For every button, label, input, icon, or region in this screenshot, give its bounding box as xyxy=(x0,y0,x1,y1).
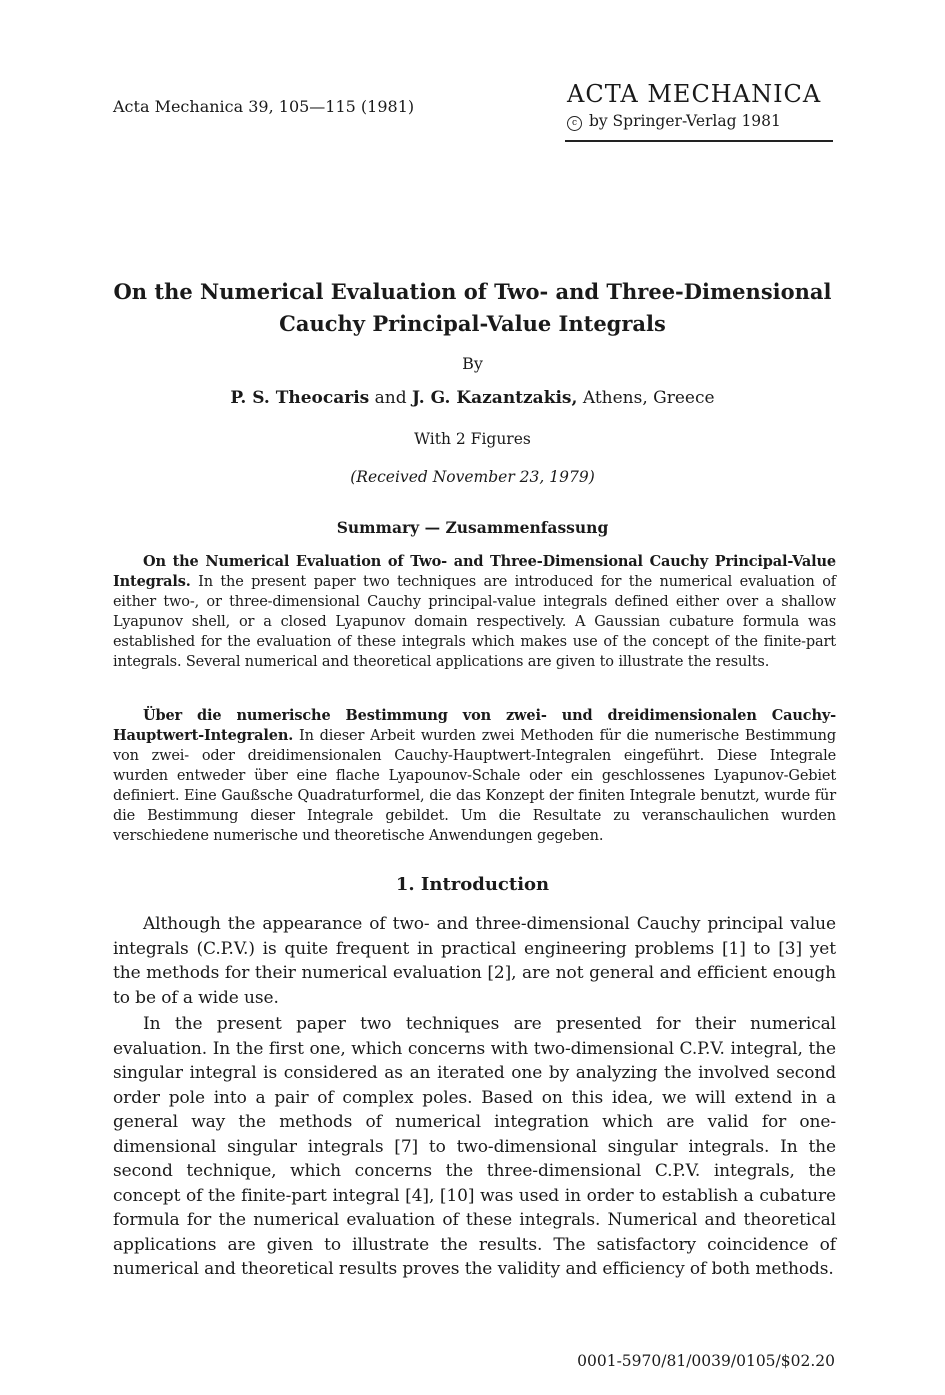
article-code: 0001-5970/81/0039/0105/$02.20 xyxy=(577,1352,835,1370)
author-and: and xyxy=(374,388,407,408)
author-location: Athens, Greece xyxy=(582,388,715,408)
journal-header xyxy=(565,80,833,142)
copyright-line xyxy=(565,112,833,131)
abstract-english xyxy=(113,552,836,672)
intro-paragraph-1: Although the appearance of two- and three-dimensional Cauchy principal value integrals (C.P.V.) is quite frequent in practical engineering problems [1] to [3] yet the methods for their numerical evaluation [2], are not general and efficient enough to be of a wide use. xyxy=(113,914,836,1008)
author-line xyxy=(110,388,835,408)
author-1: P. S. Theocaris xyxy=(230,388,370,408)
copyright-icon: c xyxy=(567,116,582,131)
journal-citation: Acta Mechanica 39, 105—115 (1981) xyxy=(113,97,415,116)
copyright-text: by Springer-Verlag 1981 xyxy=(588,112,781,130)
abstract-english-text: In the present paper two techniques are introduced for the numerical evaluation of either two-, or three-dimensional Cauchy principal-value integrals defined either over a shallow Lyapunov shell, or a closed Lyapunov domain respectively. A Gaussian cubature formula was established for the evaluation of these integrals which makes use of the concept of the finite-part integrals. Several numerical and theoretical applications are given to illustrate the results. xyxy=(113,574,836,670)
header-rule xyxy=(565,140,833,142)
received-date: (Received November 23, 1979) xyxy=(350,468,595,486)
abstract-german xyxy=(113,706,836,846)
title-line-2: Cauchy Principal-Value Integrals xyxy=(279,311,666,336)
intro-paragraph-2: In the present paper two techniques are presented for their numerical evaluation. In the first one, which concerns with two-dimensional C.P.V. integral, the singular integral is considered as an iterated one by analyzing the involved second order pole into a pair of complex poles. Based on this idea, we will extend in a general way the methods of numerical integration which are valid for one-dimensional singular integrals [7] to two-dimensional singular integrals. In the second technique, which concerns the three-dimensional C.P.V. integrals, the concept of the finite-part integral [4], [10] was used in order to establish a cubature formula for the numerical evaluation of these integrals. Numerical and theoretical applications are given to illustrate the results. The satisfactory coincidence of numerical and theoretical results proves the validity and efficiency of both methods. xyxy=(113,1014,836,1279)
summary-heading: Summary — Zusammenfassung xyxy=(336,518,609,537)
title-line-1: On the Numerical Evaluation of Two- and Three-Dimensional xyxy=(113,279,832,304)
paper-title xyxy=(110,276,835,340)
figure-count: With 2 Figures xyxy=(414,430,531,448)
abstract-german-text: In dieser Arbeit wurden zwei Methoden für die numerische Bestimmung von zwei- oder dreidimensionalen Cauchy-Hauptwert-Integralen eingeführt. Diese Integrale wurden entweder über eine flache Lyapounov-Schale oder ein geschlossenes Lyapunov-Gebiet definiert. Eine Gaußsche Quadraturformel, die das Konzept der finiten Integrale benutzt, wurde für die Bestimmung dieser Integrale gebildet. Um die Resultate zu veranschaulichen wurden verschiedene numerische und theoretische Anwendungen gegeben. xyxy=(113,728,836,844)
journal-name: ACTA MECHANICA xyxy=(567,80,822,108)
abstract-german-title: Über die numerische Bestimmung von zwei- und dreidimensionalen Cauchy-Hauptwert-Integralen. xyxy=(113,707,836,744)
author-2: J. G. Kazantzakis, xyxy=(412,388,578,408)
abstract-english-title: On the Numerical Evaluation of Two- and Three-Dimensional Cauchy Principal-Value Integrals. xyxy=(113,553,836,590)
by-label: By xyxy=(462,354,483,373)
section-heading-introduction: 1. Introduction xyxy=(395,874,550,895)
